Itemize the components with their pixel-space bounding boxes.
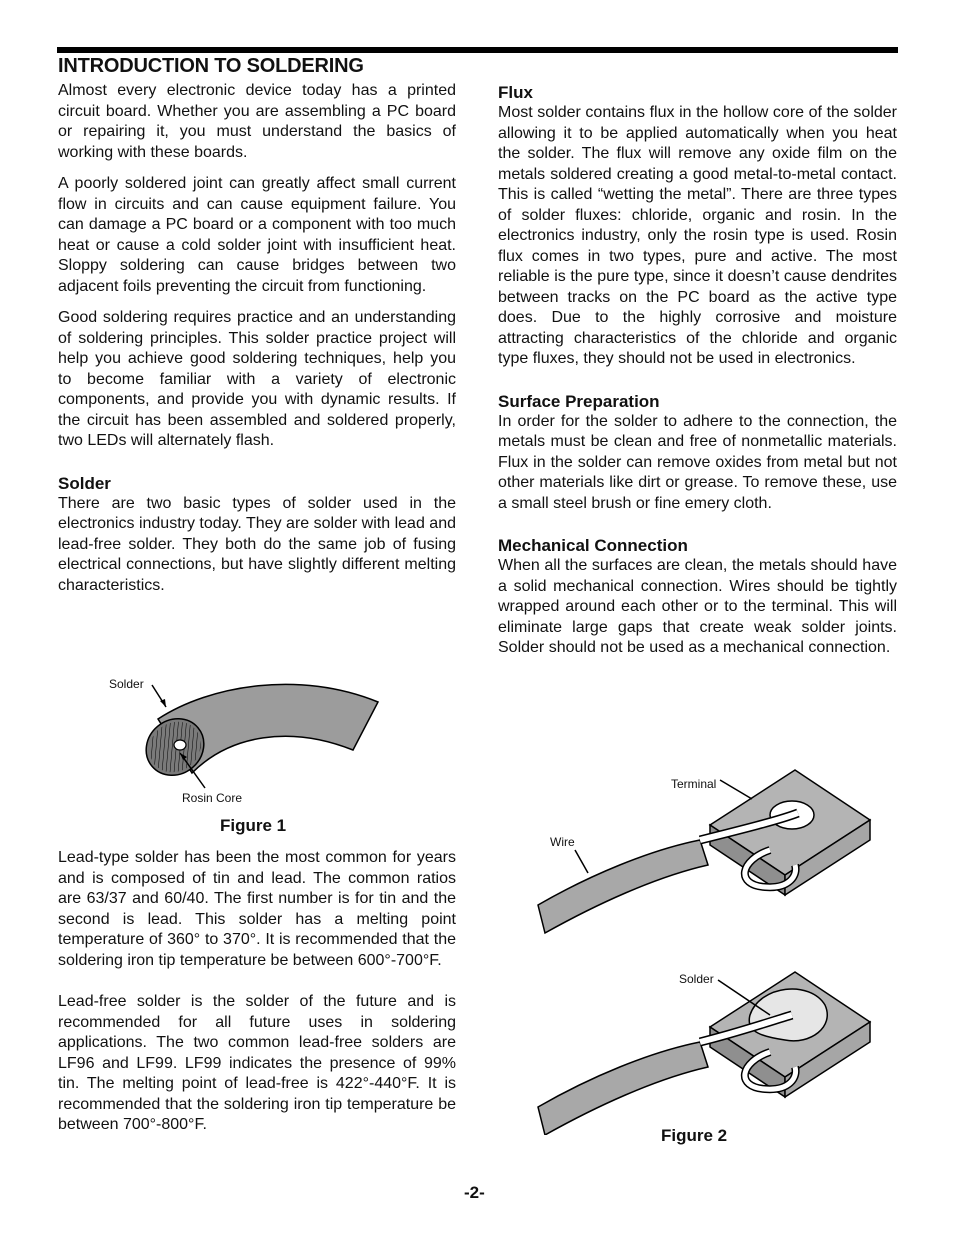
intro-paragraph-1: Almost every electronic device today has a printed circuit board. Whether you are assembling a PC board or repairing it, you must understand the basics of working with these boards. (58, 82, 456, 161)
lead-solder-paragraph: Lead-type solder has been the most common for years and is composed of tin and lead. The common ratios are 63/37 and 60/40. The first number is for tin and the second is lead. This solder has a melting point temperature of 360° to 370°. It is recommended that the soldering iron tip temperature be between 600°-700°F. (58, 849, 456, 969)
header-rule (57, 47, 898, 53)
surface-preparation-paragraph: In order for the solder to adhere to the connection, the metals must be clean and free of nonmetallic materials. Flux in the solder can remove oxides from metal but not other materials like dirt or grease. To remove these, use a small steel brush or fine emery cloth. (498, 412, 897, 512)
figure-2-wire-label: Wire (550, 835, 575, 849)
mechanical-connection-paragraph: When all the surfaces are clean, the metals should have a solid mechanical connection. Wires should be tightly wrapped around each other or to the terminal. This will eliminate large gaps that create weak solder joints. Solder should not be used as a mechanical connection. (498, 557, 897, 656)
intro-paragraph-2: A poorly soldered joint can greatly affect small current flow in circuits and can cause equipment failure. You can damage a PC board or a component with too much heat or cause a cold solder joint with insufficient heat. Sloppy soldering can cause bridges between two adjacent foils preventing the circuit from functioning. (58, 175, 456, 295)
lead-free-paragraph: Lead-free solder is the solder of the future and is recommended for all future uses in soldering applications. The two common lead-free solders are LF96 and LF99. LF99 indicates the presence of 99% tin. The melting point of lead-free is 422°-440°F. It is recommended that the soldering iron tip temperature be between 700°-800°F. (58, 993, 456, 1133)
terminal-wire-illustration (530, 765, 875, 1135)
figure-1-solder-label: Solder (109, 677, 144, 691)
flux-heading: Flux (498, 83, 533, 102)
page-number: -2- (464, 1183, 485, 1202)
figure-2-caption: Figure 2 (661, 1126, 728, 1145)
page-title: INTRODUCTION TO SOLDERING (58, 55, 364, 77)
solder-paragraph: There are two basic types of solder used in the electronics industry today. They are solder with lead and lead-free solder. They both do the same job of fusing electrical connections, but have slightly different melting characteristics. (58, 494, 456, 594)
mechanical-connection-heading: Mechanical Connection (498, 536, 688, 555)
surface-preparation-heading: Surface Preparation (498, 391, 660, 411)
figure-2 (530, 765, 875, 1135)
figure-1-caption: Figure 1 (220, 816, 287, 835)
figure-1 (100, 665, 400, 815)
solder-wire-illustration (100, 665, 400, 815)
solder-heading: Solder (58, 473, 111, 493)
left-column-lower (58, 848, 456, 1147)
right-column (498, 82, 897, 670)
figure-2-terminal-label: Terminal (671, 777, 717, 791)
left-column (58, 81, 456, 607)
figure-2-solder-label: Solder (679, 972, 714, 986)
intro-paragraph-3: Good soldering requires practice and an understanding of soldering principles. This solder practice project will help you achieve good soldering techniques, help you to become familiar with a variety of electronic components, and provide you with dynamic results. If the circuit has been assembled and soldered properly, two LEDs will alternately flash. (58, 309, 456, 449)
figure-1-rosin-core-label: Rosin Core (182, 791, 243, 805)
flux-paragraph: Most solder contains flux in the hollow core of the solder allowing it to be applied automatically when you heat the solder. The flux will remove any oxide film on the metals soldered creating a good metal-to-metal contact. This is called “wetting the metal”. There are three types of solder fluxes: chloride, organic and rosin. In the electronics industry, only the rosin type is used. Rosin flux comes in two types, pure and active. The most reliable is the pure type, since it doesn’t cause dendrites between tracks on the PC board as the active type does. Due to the highly corrosive and moisture attracting characteristics of the chloride and organic type fluxes, they should not be used in electronics. (498, 104, 897, 367)
